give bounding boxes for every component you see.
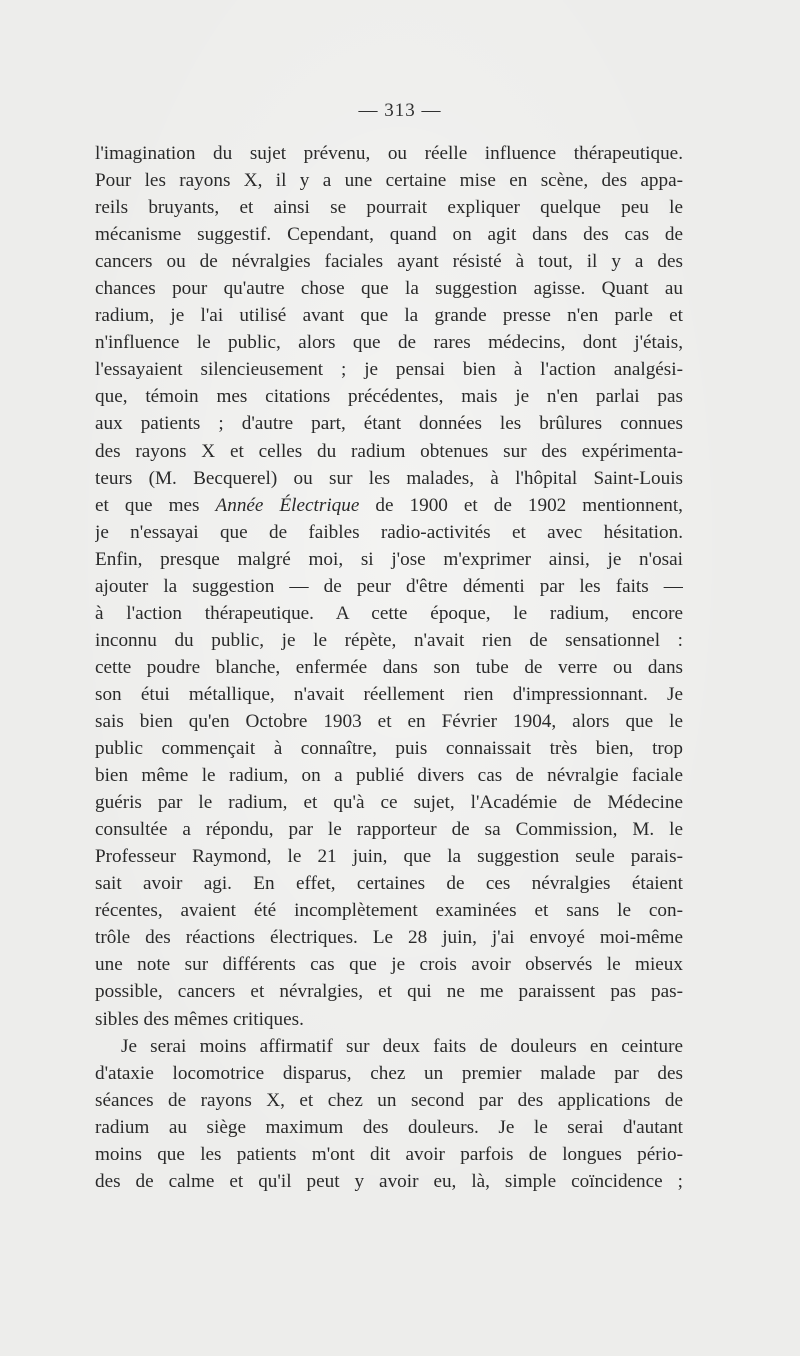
text-line: possible, cancers et névralgies, et qui ne me paraissent pas pas- xyxy=(95,981,683,1003)
text-line: Je serai moins affirmatif sur deux faits de douleurs en ceinture xyxy=(121,1035,683,1057)
body-text xyxy=(95,140,683,1195)
text-line: des de calme et qu'il peut y avoir eu, là, simple coïncidence ; xyxy=(95,1170,683,1192)
text-line: consultée a répondu, par le rapporteur de sa Commission, M. le xyxy=(95,819,683,841)
text-line: inconnu du public, je le répète, n'avait rien de sensationnel : xyxy=(95,629,683,651)
text-line: Enfin, presque malgré moi, si j'ose m'exprimer ainsi, je n'osai xyxy=(95,548,683,570)
text-line: Pour les rayons X, il y a une certaine mise en scène, des appa- xyxy=(95,170,683,192)
text-line: que, témoin mes citations précédentes, mais je n'en parlai pas xyxy=(95,386,683,408)
paragraph-1 xyxy=(95,140,683,1033)
text-line: public commençait à connaître, puis connaissait très bien, trop xyxy=(95,738,683,760)
text-line: des rayons X et celles du radium obtenues sur des expérimenta- xyxy=(95,440,683,462)
text-line: séances de rayons X, et chez un second par des applications de xyxy=(95,1089,683,1111)
text-line: radium au siège maximum des douleurs. Je le serai d'autant xyxy=(95,1116,683,1138)
text-line: aux patients ; d'autre part, étant données les brûlures connues xyxy=(95,413,683,435)
text-line: une note sur différents cas que je crois avoir observés le mieux xyxy=(95,954,683,976)
text-line: cancers ou de névralgies faciales ayant résisté à tout, il y a des xyxy=(95,251,683,273)
text-line: moins que les patients m'ont dit avoir parfois de longues pério- xyxy=(95,1143,683,1165)
line-text-after: de 1900 et de 1902 mentionnent, xyxy=(359,494,683,516)
text-line: l'essayaient silencieusement ; je pensai bien à l'action analgési- xyxy=(95,359,683,381)
text-line: son étui métallique, n'avait réellement rien d'impressionnant. Je xyxy=(95,683,683,705)
text-line: d'ataxie locomotrice disparus, chez un premier malade par des xyxy=(95,1062,683,1084)
text-line: cette poudre blanche, enfermée dans son tube de verre ou dans xyxy=(95,656,683,678)
text-line: Professeur Raymond, le 21 juin, que la suggestion seule parais- xyxy=(95,846,683,868)
text-line: mécanisme suggestif. Cependant, quand on agit dans des cas de xyxy=(95,224,683,246)
text-line: reils bruyants, et ainsi se pourrait expliquer quelque peu le xyxy=(95,197,683,219)
text-line: récentes, avaient été incomplètement examinées et sans le con- xyxy=(95,900,683,922)
text-line: bien même le radium, on a publié divers cas de névralgie faciale xyxy=(95,765,683,787)
text-line: l'imagination du sujet prévenu, ou réelle influence thérapeutique. xyxy=(95,143,683,164)
text-line: radium, je l'ai utilisé avant que la grande presse n'en parle et xyxy=(95,305,683,327)
text-line: à l'action thérapeutique. A cette époque, le radium, encore xyxy=(95,602,683,624)
page-number: — 313 — xyxy=(358,100,442,121)
text-line: chances pour qu'autre chose que la suggestion agisse. Quant au xyxy=(95,278,683,300)
text-line: guéris par le radium, et qu'à ce sujet, l'Académie de Médecine xyxy=(95,792,683,814)
text-line: sait avoir agi. En effet, certaines de ces névralgies étaient xyxy=(95,873,683,895)
journal-title-italic: Année Électrique xyxy=(215,494,360,516)
paragraph-2 xyxy=(95,1033,683,1195)
line-text-before: et que mes xyxy=(95,494,216,516)
text-line: teurs (M. Becquerel) ou sur les malades, à l'hôpital Saint-Louis xyxy=(95,467,683,489)
text-line-with-italic-title xyxy=(95,492,683,519)
text-line: ajouter la suggestion — de peur d'être démenti par les faits — xyxy=(95,575,683,597)
text-line: je n'essayai que de faibles radio-activités et avec hésitation. xyxy=(95,521,683,543)
text-line: sais bien qu'en Octobre 1903 et en Février 1904, alors que le xyxy=(95,710,683,732)
text-line: n'influence le public, alors que de rares médecins, dont j'étais, xyxy=(95,332,683,354)
text-line: sibles des mêmes critiques. xyxy=(95,1008,304,1030)
text-line: trôle des réactions électriques. Le 28 juin, j'ai envoyé moi-même xyxy=(95,927,683,949)
